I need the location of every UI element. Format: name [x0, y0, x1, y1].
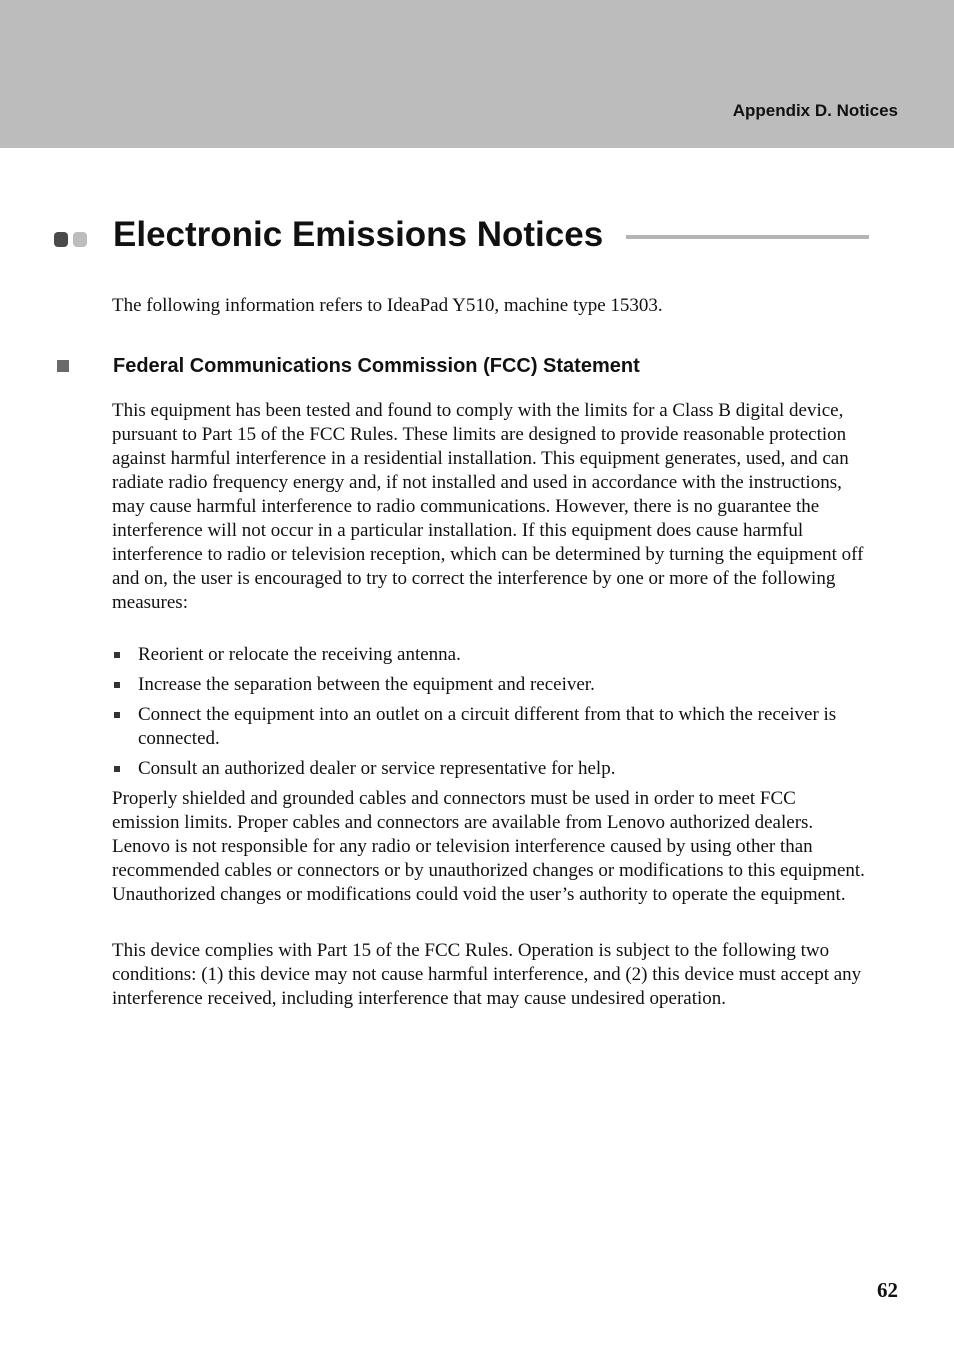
running-header: Appendix D. Notices: [732, 101, 898, 120]
list-item: [112, 643, 868, 667]
section-heading-row: [54, 352, 870, 380]
square-bullet-icon: [114, 682, 120, 688]
list-item: [112, 703, 868, 751]
fcc-paragraph-3: This device complies with Part 15 of the FCC Rules. Operation is subject to the following two conditions: (1) this device may not cause harmful interference, and (2) this device must accept any interference received, including interference that may cause undesired operation.: [112, 940, 862, 1009]
measures-list: [112, 643, 868, 787]
title-dots-icon: [54, 232, 90, 248]
list-item-text: Reorient or relocate the receiving antenna.: [138, 644, 461, 665]
square-bullet-icon: [114, 652, 120, 658]
title-row: [54, 210, 870, 262]
section-heading: Federal Communications Commission (FCC) Statement: [113, 355, 640, 377]
list-item-text: Consult an authorized dealer or service representative for help.: [138, 758, 616, 779]
intro-paragraph: The following information refers to IdeaPad Y510, machine type 15303.: [112, 295, 663, 316]
title-rule: [626, 235, 869, 239]
page-title: Electronic Emissions Notices: [113, 215, 604, 254]
square-bullet-icon: [114, 712, 120, 718]
page-number: 62: [877, 1278, 898, 1302]
square-bullet-icon: [114, 766, 120, 772]
list-item: [112, 673, 868, 697]
dark-dot-icon: [54, 232, 68, 247]
fcc-paragraph-2: Properly shielded and grounded cables and connectors must be used in order to meet FCC emission limits. Proper cables and connectors are available from Lenovo authorized dealers. Lenovo is not responsible for any radio or television interference caused by using other than recommended cables or connectors or by unauthorized changes or modifications to this equipment. Unauthorized changes or modifications could void the user’s authority to operate the equipment.: [112, 788, 865, 905]
header-band: [0, 0, 954, 148]
section-bullet-icon: [57, 360, 69, 372]
list-item: [112, 757, 868, 781]
list-item-text: Connect the equipment into an outlet on a circuit different from that to which the receiver is connected.: [138, 704, 837, 749]
list-item-text: Increase the separation between the equipment and receiver.: [138, 674, 595, 695]
light-dot-icon: [73, 232, 87, 247]
fcc-paragraph-1: This equipment has been tested and found to comply with the limits for a Class B digital device, pursuant to Part 15 of the FCC Rules. These limits are designed to provide reasonable protection against harmful interference in a residential installation. This equipment generates, used, and can radiate radio frequency energy and, if not installed and used in accordance with the instructions, may cause harmful interference to radio communications. However, there is no guarantee the interference will not occur in a particular installation. If this equipment does cause harmful interference to radio or television reception, which can be determined by turning the equipment off and on, the user is encouraged to try to correct the interference by one or more of the following measures:: [112, 400, 864, 613]
